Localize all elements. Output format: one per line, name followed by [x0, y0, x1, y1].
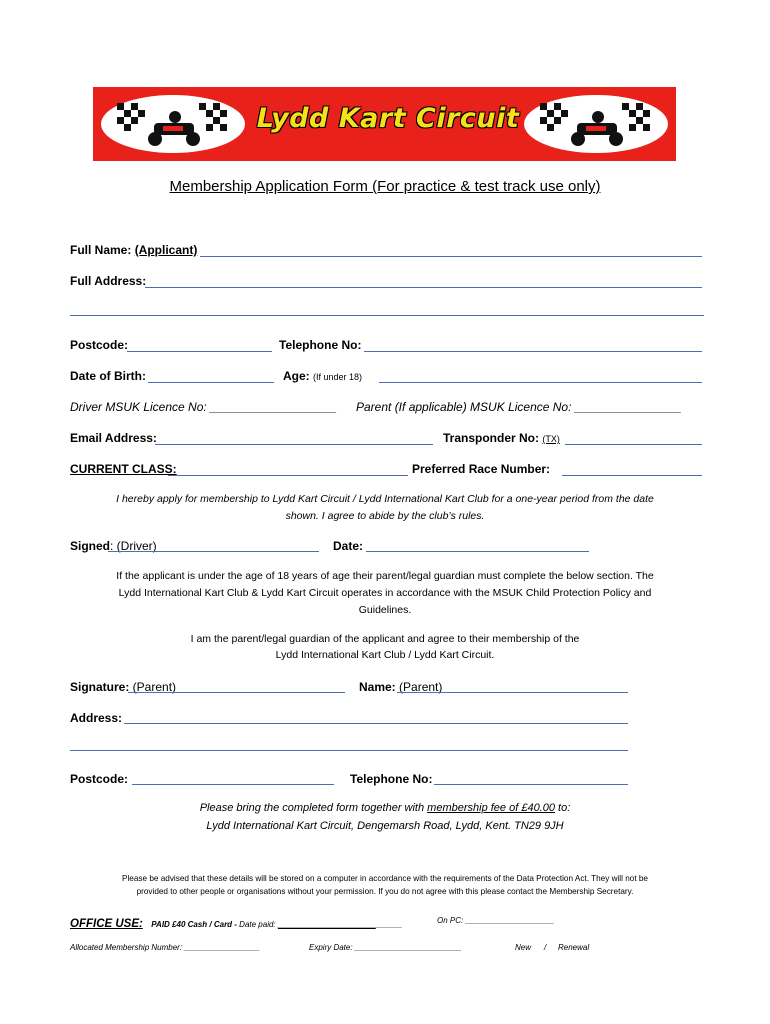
dob-label: Date of Birth: [70, 369, 146, 383]
preferred-race-field[interactable] [562, 475, 702, 476]
signed-date-field[interactable] [366, 551, 589, 552]
full-address-field[interactable] [145, 287, 702, 288]
guardian-notice-line3: Guidelines. [358, 604, 412, 616]
logo-text: Lydd Kart Circuit [256, 103, 520, 134]
transponder-field[interactable] [565, 444, 702, 445]
parent-signature-label: Signature: (Parent) [70, 680, 177, 694]
transponder-label: Transponder No: (TX) [443, 431, 560, 445]
current-class-label: CURRENT CLASS: [70, 462, 177, 476]
parent-telephone-field[interactable] [434, 784, 628, 785]
age-label: Age: (If under 18) [283, 369, 363, 383]
data-protection-line2: provided to other people or organisations without your permission. If you do not agree with this please contact the Membership Secretary. [136, 887, 634, 896]
guardian-notice-line1: If the applicant is under the age of 18 years of age their parent/legal guardian must complete the below section. The [116, 570, 654, 582]
signed-date-label: Date: [333, 539, 364, 553]
form-title: Membership Application Form (For practice & test track use only) [169, 178, 601, 195]
guardian-statement-line1: I am the parent/legal guardian of the applicant and agree to their membership of the [190, 633, 580, 645]
parent-telephone-label: Telephone No: [350, 772, 433, 786]
driver-signature-field[interactable] [108, 551, 319, 552]
parent-address-label: Address: [70, 711, 123, 725]
on-pc-field[interactable]: On PC: ____________________ [437, 916, 555, 925]
logo-banner [93, 87, 676, 161]
expiry-date-field[interactable]: Expiry Date: ________________________ [309, 943, 462, 952]
date-paid-field[interactable]: ______________________ [277, 920, 376, 929]
checkered-flag-kart-icon [99, 93, 247, 155]
full-address-field-line2[interactable] [70, 315, 704, 316]
age-field[interactable] [379, 382, 702, 383]
full-name-field[interactable] [200, 256, 702, 257]
office-use-label: OFFICE USE: [70, 918, 143, 930]
date-paid-label: Date paid: [236, 920, 278, 929]
paid-label: PAID £40 Cash / Card - [151, 920, 237, 929]
signed-label: Signed: (Driver) [70, 539, 157, 553]
full-address-label: Full Address: [70, 274, 147, 288]
email-label: Email Address: [70, 431, 157, 445]
option-separator: / [544, 943, 547, 952]
bring-form-line1: Please bring the completed form together with membership fee of £40.00 to: [199, 802, 571, 814]
data-protection-line1: Please be advised that these details will be stored on a computer in accordance with the requirements of the Data Protection Act. They will not be [122, 874, 648, 883]
postcode-field[interactable] [127, 351, 272, 352]
telephone-field[interactable] [364, 351, 702, 352]
declaration-line2: shown. I agree to abide by the club’s rules. [285, 510, 485, 522]
preferred-race-label: Preferred Race Number: [412, 462, 551, 476]
bring-form-line2: Lydd International Kart Circuit, Dengemarsh Road, Lydd, Kent. TN29 9JH [206, 820, 564, 832]
parent-postcode-field[interactable] [132, 784, 334, 785]
parent-address-field-line2[interactable] [70, 750, 628, 751]
dob-field[interactable] [148, 382, 274, 383]
new-option[interactable]: New [515, 943, 532, 952]
declaration-line1: I hereby apply for membership to Lydd Kart Circuit / Lydd International Kart Club for a one-year period from the date [116, 493, 654, 505]
parent-postcode-label: Postcode: [70, 772, 129, 786]
telephone-label: Telephone No: [279, 338, 362, 352]
parent-name-label: Name: (Parent) [359, 680, 443, 694]
parent-signature-field[interactable] [128, 692, 345, 693]
checkered-flag-kart-icon [522, 93, 670, 155]
driver-msuk-licence-field[interactable]: Driver MSUK Licence No: ___________________ [70, 400, 337, 414]
parent-msuk-licence-field[interactable]: Parent (If applicable) MSUK Licence No: ________________ [356, 400, 682, 414]
parent-address-field[interactable] [124, 723, 628, 724]
current-class-field[interactable] [168, 475, 408, 476]
parent-name-field[interactable] [397, 692, 628, 693]
guardian-notice-line2: Lydd International Kart Club & Lydd Kart Circuit operates in accordance with the MSUK Child Protection Policy and [118, 587, 652, 599]
office-use-row [70, 914, 402, 932]
email-field[interactable] [155, 444, 433, 445]
guardian-statement-line2: Lydd International Kart Club / Lydd Kart Circuit. [275, 649, 495, 661]
postcode-label: Postcode: [70, 338, 129, 352]
renewal-option[interactable]: Renewal [558, 943, 590, 952]
date-paid-field-tail[interactable]: ______ [375, 920, 403, 929]
allocated-number-field[interactable]: Allocated Membership Number: _________________ [70, 943, 260, 952]
full-name-label: Full Name: (Applicant) [70, 243, 198, 257]
